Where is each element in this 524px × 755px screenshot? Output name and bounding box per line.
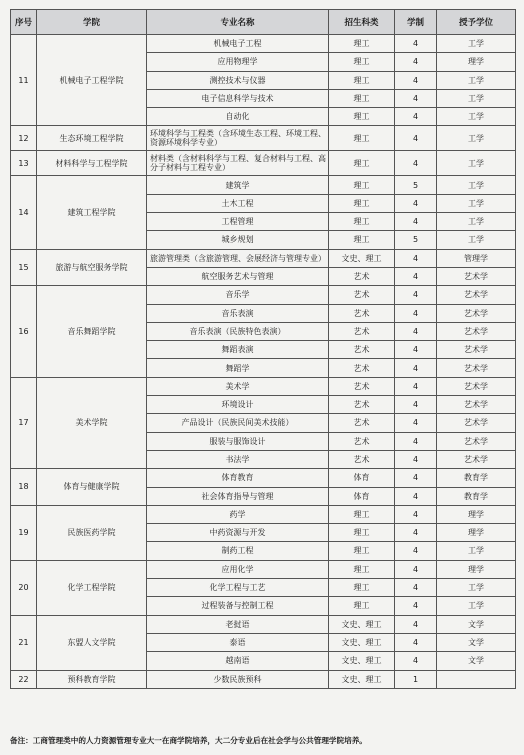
header-years: 学制 <box>395 10 437 35</box>
cell-degree: 工学 <box>437 542 516 560</box>
cell-major: 美术学 <box>147 377 329 395</box>
cell-category: 艺术 <box>329 432 395 450</box>
cell-category: 理工 <box>329 579 395 597</box>
cell-degree: 艺术学 <box>437 341 516 359</box>
cell-degree: 艺术学 <box>437 286 516 304</box>
cell-major: 机械电子工程 <box>147 35 329 53</box>
cell-major: 土木工程 <box>147 194 329 212</box>
cell-category: 理工 <box>329 524 395 542</box>
cell-no: 14 <box>11 176 37 249</box>
header-college: 学院 <box>37 10 147 35</box>
cell-major: 应用物理学 <box>147 53 329 71</box>
cell-years: 4 <box>395 322 437 340</box>
cell-degree: 理学 <box>437 53 516 71</box>
cell-degree: 工学 <box>437 213 516 231</box>
cell-category: 体育 <box>329 487 395 505</box>
cell-category: 艺术 <box>329 267 395 285</box>
cell-years: 4 <box>395 108 437 126</box>
cell-category: 理工 <box>329 151 395 176</box>
cell-years: 4 <box>395 53 437 71</box>
cell-degree: 工学 <box>437 126 516 151</box>
cell-degree: 理学 <box>437 560 516 578</box>
cell-college: 建筑工程学院 <box>37 176 147 249</box>
cell-no: 11 <box>11 35 37 126</box>
cell-years: 4 <box>395 615 437 633</box>
cell-major: 中药资源与开发 <box>147 524 329 542</box>
cell-category: 理工 <box>329 560 395 578</box>
cell-years: 4 <box>395 151 437 176</box>
cell-college: 预科教育学院 <box>37 670 147 688</box>
cell-degree: 艺术学 <box>437 304 516 322</box>
cell-major: 舞蹈表演 <box>147 341 329 359</box>
cell-major: 泰语 <box>147 633 329 651</box>
cell-degree: 文学 <box>437 615 516 633</box>
cell-degree: 教育学 <box>437 487 516 505</box>
cell-college: 东盟人文学院 <box>37 615 147 670</box>
cell-years: 4 <box>395 89 437 107</box>
table-row <box>11 377 516 395</box>
cell-years: 4 <box>395 341 437 359</box>
cell-degree: 文学 <box>437 633 516 651</box>
cell-years: 4 <box>395 597 437 615</box>
cell-degree: 艺术学 <box>437 359 516 377</box>
cell-years: 4 <box>395 579 437 597</box>
cell-college: 机械电子工程学院 <box>37 35 147 126</box>
cell-category: 艺术 <box>329 286 395 304</box>
cell-degree: 工学 <box>437 579 516 597</box>
cell-major: 自动化 <box>147 108 329 126</box>
cell-degree: 艺术学 <box>437 322 516 340</box>
cell-degree: 艺术学 <box>437 450 516 468</box>
cell-years: 4 <box>395 524 437 542</box>
cell-degree: 工学 <box>437 176 516 194</box>
cell-degree: 艺术学 <box>437 432 516 450</box>
cell-degree: 艺术学 <box>437 377 516 395</box>
cell-category: 艺术 <box>329 341 395 359</box>
cell-years: 4 <box>395 560 437 578</box>
cell-category: 文史、理工 <box>329 652 395 670</box>
cell-degree: 艺术学 <box>437 396 516 414</box>
cell-major: 药学 <box>147 505 329 523</box>
cell-major: 音乐表演（民族特色表演） <box>147 322 329 340</box>
cell-degree: 教育学 <box>437 469 516 487</box>
cell-degree: 工学 <box>437 597 516 615</box>
cell-major: 旅游管理类（含旅游管理、会展经济与管理专业） <box>147 249 329 267</box>
cell-category: 理工 <box>329 53 395 71</box>
cell-years: 4 <box>395 633 437 651</box>
cell-years: 4 <box>395 359 437 377</box>
cell-category: 理工 <box>329 71 395 89</box>
cell-no: 19 <box>11 505 37 560</box>
cell-no: 12 <box>11 126 37 151</box>
cell-years: 4 <box>395 652 437 670</box>
cell-category: 理工 <box>329 231 395 249</box>
cell-major: 航空服务艺术与管理 <box>147 267 329 285</box>
cell-major: 建筑学 <box>147 176 329 194</box>
cell-category: 文史、理工 <box>329 615 395 633</box>
header-major: 专业名称 <box>147 10 329 35</box>
table-row <box>11 126 516 151</box>
table-row <box>11 615 516 633</box>
cell-category: 理工 <box>329 213 395 231</box>
cell-major: 环境科学与工程类（含环境生态工程、环境工程、资源环境科学专业） <box>147 126 329 151</box>
cell-category: 理工 <box>329 35 395 53</box>
cell-degree: 文学 <box>437 652 516 670</box>
footnote: 备注：工商管理类中的人力资源管理专业大一在商学院培养，大二分专业后在社会学与公共管理学院培养。 <box>10 736 367 745</box>
cell-no: 13 <box>11 151 37 176</box>
cell-years: 4 <box>395 249 437 267</box>
cell-years: 5 <box>395 176 437 194</box>
cell-no: 16 <box>11 286 37 377</box>
cell-degree: 工学 <box>437 35 516 53</box>
cell-years: 4 <box>395 469 437 487</box>
cell-years: 4 <box>395 487 437 505</box>
cell-years: 4 <box>395 71 437 89</box>
cell-years: 1 <box>395 670 437 688</box>
cell-no: 21 <box>11 615 37 670</box>
cell-degree: 理学 <box>437 505 516 523</box>
table-row <box>11 35 516 53</box>
cell-no: 15 <box>11 249 37 286</box>
table-row <box>11 469 516 487</box>
cell-no: 18 <box>11 469 37 506</box>
cell-years: 4 <box>395 304 437 322</box>
cell-degree <box>437 670 516 688</box>
cell-category: 文史、理工 <box>329 249 395 267</box>
cell-major: 测控技术与仪器 <box>147 71 329 89</box>
cell-college: 音乐舞蹈学院 <box>37 286 147 377</box>
cell-category: 艺术 <box>329 450 395 468</box>
table-row <box>11 286 516 304</box>
cell-category: 理工 <box>329 126 395 151</box>
header-category: 招生科类 <box>329 10 395 35</box>
enrollment-table-sheet <box>10 9 515 689</box>
cell-major: 音乐学 <box>147 286 329 304</box>
cell-college: 美术学院 <box>37 377 147 468</box>
cell-college: 材料科学与工程学院 <box>37 151 147 176</box>
cell-degree: 艺术学 <box>437 414 516 432</box>
cell-category: 艺术 <box>329 396 395 414</box>
cell-major: 城乡规划 <box>147 231 329 249</box>
cell-no: 17 <box>11 377 37 468</box>
cell-category: 艺术 <box>329 304 395 322</box>
cell-years: 4 <box>395 194 437 212</box>
cell-no: 20 <box>11 560 37 615</box>
cell-degree: 工学 <box>437 108 516 126</box>
cell-category: 理工 <box>329 597 395 615</box>
cell-category: 理工 <box>329 108 395 126</box>
cell-category: 文史、理工 <box>329 670 395 688</box>
cell-major: 少数民族预科 <box>147 670 329 688</box>
cell-college: 旅游与航空服务学院 <box>37 249 147 286</box>
cell-years: 4 <box>395 505 437 523</box>
cell-major: 产品设计（民族民间美术技能） <box>147 414 329 432</box>
cell-years: 4 <box>395 432 437 450</box>
cell-major: 环境设计 <box>147 396 329 414</box>
cell-college: 民族医药学院 <box>37 505 147 560</box>
majors-table <box>10 9 516 689</box>
cell-years: 4 <box>395 377 437 395</box>
cell-category: 理工 <box>329 505 395 523</box>
table-row <box>11 505 516 523</box>
cell-college: 生态环境工程学院 <box>37 126 147 151</box>
table-row <box>11 151 516 176</box>
cell-no: 22 <box>11 670 37 688</box>
header-degree: 授予学位 <box>437 10 516 35</box>
cell-degree: 工学 <box>437 89 516 107</box>
cell-college: 体育与健康学院 <box>37 469 147 506</box>
cell-years: 4 <box>395 414 437 432</box>
table-row <box>11 560 516 578</box>
cell-degree: 理学 <box>437 524 516 542</box>
cell-years: 5 <box>395 231 437 249</box>
cell-major: 老挝语 <box>147 615 329 633</box>
cell-college: 化学工程学院 <box>37 560 147 615</box>
cell-category: 艺术 <box>329 414 395 432</box>
cell-category: 理工 <box>329 194 395 212</box>
cell-major: 电子信息科学与技术 <box>147 89 329 107</box>
cell-years: 4 <box>395 126 437 151</box>
cell-major: 服装与服饰设计 <box>147 432 329 450</box>
cell-major: 音乐表演 <box>147 304 329 322</box>
cell-years: 4 <box>395 213 437 231</box>
cell-major: 材料类（含材料科学与工程、复合材料与工程、高分子材料与工程专业） <box>147 151 329 176</box>
cell-major: 书法学 <box>147 450 329 468</box>
cell-years: 4 <box>395 450 437 468</box>
table-body <box>11 35 516 689</box>
cell-category: 文史、理工 <box>329 633 395 651</box>
header-no: 序号 <box>11 10 37 35</box>
cell-years: 4 <box>395 267 437 285</box>
cell-degree: 工学 <box>437 71 516 89</box>
cell-major: 工程管理 <box>147 213 329 231</box>
cell-major: 应用化学 <box>147 560 329 578</box>
cell-category: 艺术 <box>329 322 395 340</box>
cell-major: 越南语 <box>147 652 329 670</box>
cell-category: 体育 <box>329 469 395 487</box>
cell-category: 理工 <box>329 176 395 194</box>
cell-years: 4 <box>395 35 437 53</box>
cell-major: 制药工程 <box>147 542 329 560</box>
cell-degree: 工学 <box>437 231 516 249</box>
table-row <box>11 176 516 194</box>
cell-degree: 工学 <box>437 151 516 176</box>
cell-category: 艺术 <box>329 377 395 395</box>
cell-degree: 艺术学 <box>437 267 516 285</box>
table-row <box>11 249 516 267</box>
cell-major: 过程装备与控制工程 <box>147 597 329 615</box>
cell-category: 理工 <box>329 89 395 107</box>
cell-category: 艺术 <box>329 359 395 377</box>
cell-years: 4 <box>395 286 437 304</box>
cell-major: 化学工程与工艺 <box>147 579 329 597</box>
cell-years: 4 <box>395 396 437 414</box>
cell-major: 体育教育 <box>147 469 329 487</box>
cell-category: 理工 <box>329 542 395 560</box>
cell-degree: 管理学 <box>437 249 516 267</box>
table-row <box>11 670 516 688</box>
cell-degree: 工学 <box>437 194 516 212</box>
cell-major: 舞蹈学 <box>147 359 329 377</box>
table-header-row <box>11 10 516 35</box>
cell-major: 社会体育指导与管理 <box>147 487 329 505</box>
cell-years: 4 <box>395 542 437 560</box>
